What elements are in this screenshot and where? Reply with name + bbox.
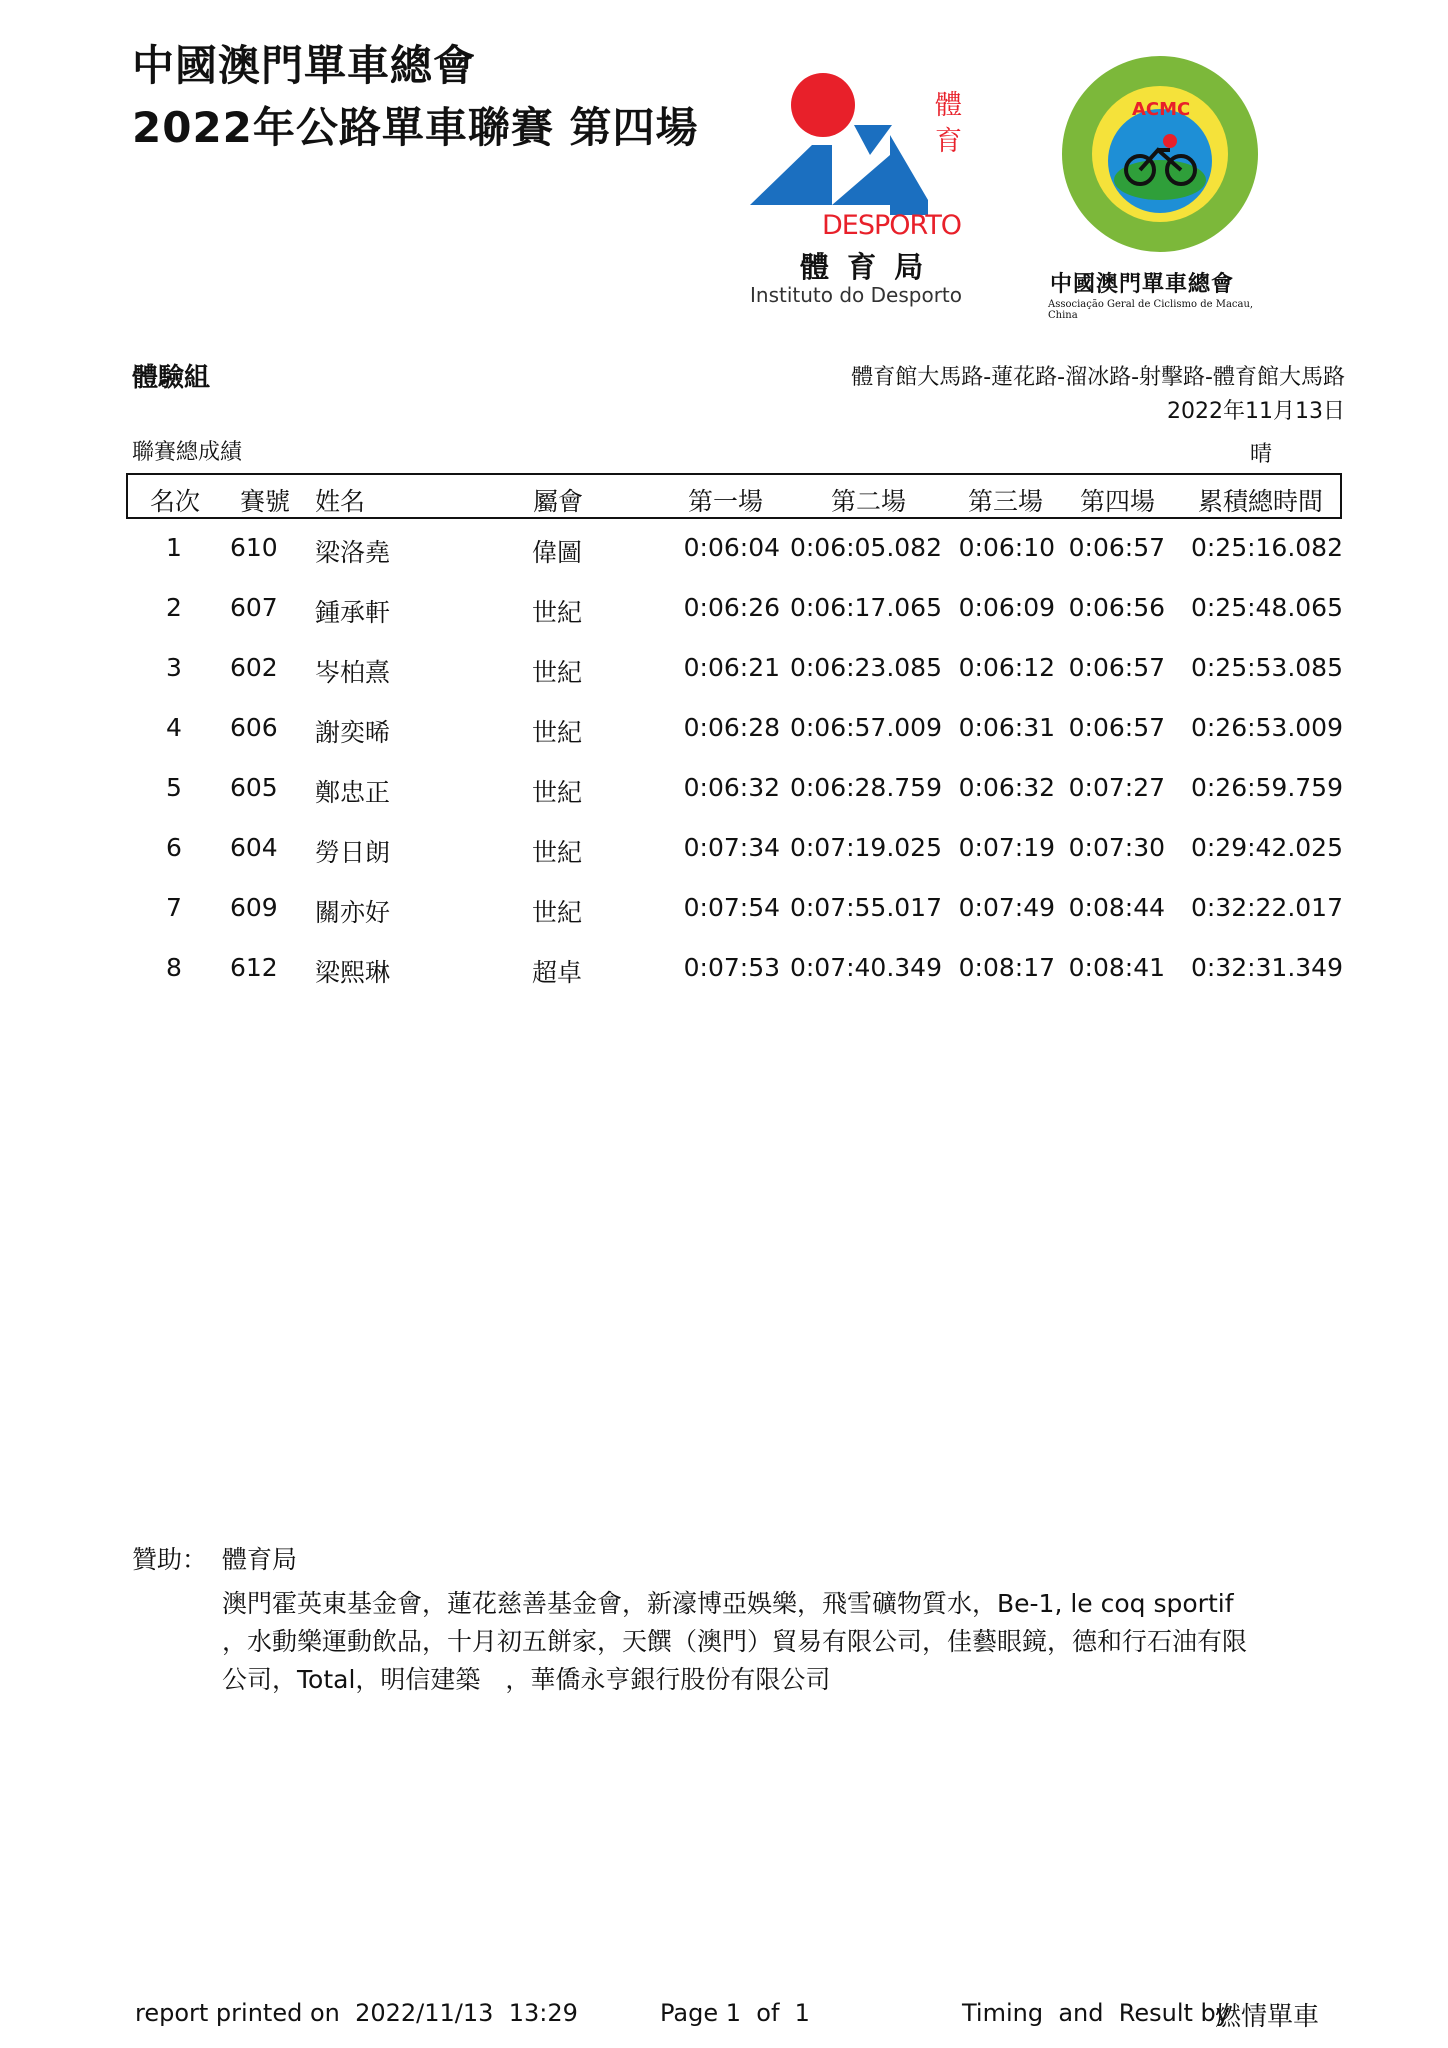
ipd-desporto: DESPORTO xyxy=(822,210,962,241)
sponsor-line-3: 公司，Total，明信建築 ，華僑永亨銀行股份有限公司 xyxy=(222,1665,831,1694)
cell-stage1: 0:06:28 xyxy=(683,713,780,742)
cell-club: 世紀 xyxy=(532,838,583,867)
sponsor-label: 贊助： xyxy=(132,1545,208,1574)
cell-bib: 607 xyxy=(230,593,278,622)
cell-total: 0:25:53.085 xyxy=(1190,653,1343,682)
cell-club: 世紀 xyxy=(532,658,583,687)
header-rank: 名次 xyxy=(150,487,201,516)
cell-rank: 3 xyxy=(166,653,182,682)
header-club: 屬會 xyxy=(533,487,584,516)
cell-name: 關亦好 xyxy=(315,898,391,927)
cell-stage1: 0:06:04 xyxy=(683,533,780,562)
timing-provider: 燃情單車 xyxy=(1215,2002,1320,2032)
cell-stage1: 0:06:21 xyxy=(683,653,780,682)
table-row xyxy=(0,713,1448,773)
sponsor-line-2: ，水動樂運動飲品，十月初五餅家，天饌（澳門）貿易有限公司，佳藝眼鏡，德和行石油有限 xyxy=(222,1627,1248,1656)
cell-stage1: 0:07:54 xyxy=(683,893,780,922)
cell-total: 0:26:53.009 xyxy=(1190,713,1343,742)
cell-name: 梁熙琳 xyxy=(315,958,391,987)
cell-rank: 6 xyxy=(166,833,182,862)
cell-stage3: 0:07:49 xyxy=(958,893,1055,922)
header-stage1: 第一場 xyxy=(688,487,764,516)
sponsor-main: 體育局 xyxy=(222,1545,298,1574)
cell-rank: 7 xyxy=(166,893,182,922)
table-row xyxy=(0,833,1448,893)
cell-total: 0:25:48.065 xyxy=(1190,593,1343,622)
ipd-char-2: 育 xyxy=(935,126,962,157)
event-date: 2022年11月13日 xyxy=(1167,399,1345,424)
results-subtitle: 聯賽總成績 xyxy=(132,440,243,465)
cell-stage4: 0:08:41 xyxy=(1068,953,1165,982)
table-row xyxy=(0,593,1448,653)
cell-stage1: 0:06:32 xyxy=(683,773,780,802)
cell-bib: 606 xyxy=(230,713,278,742)
header-total: 累積總時間 xyxy=(1198,487,1324,516)
cell-stage3: 0:06:12 xyxy=(958,653,1055,682)
cell-stage2: 0:06:23.085 xyxy=(789,653,942,682)
cell-rank: 2 xyxy=(166,593,182,622)
sun-shape xyxy=(791,73,855,137)
ipd-blue-top xyxy=(854,125,892,155)
cell-club: 世紀 xyxy=(532,718,583,747)
cell-stage3: 0:06:31 xyxy=(958,713,1055,742)
cell-stage4: 0:06:57 xyxy=(1068,533,1165,562)
cell-club: 世紀 xyxy=(532,598,583,627)
sponsor-line-1: 澳門霍英東基金會，蓮花慈善基金會，新濠博亞娛樂，飛雪礦物質水，Be-1, le coq sportif xyxy=(222,1589,1234,1618)
ipd-blue-left xyxy=(750,145,832,205)
cell-stage3: 0:08:17 xyxy=(958,953,1055,982)
cell-rank: 5 xyxy=(166,773,182,802)
cell-club: 超卓 xyxy=(532,958,583,987)
cell-stage4: 0:07:27 xyxy=(1068,773,1165,802)
acmc-emblem xyxy=(1040,55,1280,265)
title-line-1: 中國澳門單車總會 xyxy=(132,41,477,90)
header-stage3: 第三場 xyxy=(968,487,1044,516)
cell-rank: 8 xyxy=(166,953,182,982)
ipd-portuguese: Instituto do Desporto xyxy=(750,283,962,307)
cell-total: 0:25:16.082 xyxy=(1190,533,1343,562)
cell-bib: 604 xyxy=(230,833,278,862)
ipd-blue-right xyxy=(890,135,928,215)
acmc-chinese: 中國澳門單車總會 xyxy=(1050,271,1235,297)
cell-stage2: 0:06:05.082 xyxy=(789,533,942,562)
cell-stage4: 0:08:44 xyxy=(1068,893,1165,922)
timing-label: Timing and Result by xyxy=(962,1999,1230,2027)
title-line-2: 2022年公路單車聯賽 第四場 xyxy=(132,103,699,152)
header-bib: 賽號 xyxy=(240,487,291,516)
cell-club: 世紀 xyxy=(532,898,583,927)
cell-stage4: 0:06:56 xyxy=(1068,593,1165,622)
cell-rank: 4 xyxy=(166,713,182,742)
page-number: Page 1 of 1 xyxy=(660,1999,810,2027)
cell-bib: 605 xyxy=(230,773,278,802)
cell-name: 鄭忠正 xyxy=(315,778,391,807)
cell-bib: 612 xyxy=(230,953,278,982)
acmc-logo xyxy=(1040,55,1280,321)
cell-stage1: 0:07:34 xyxy=(683,833,780,862)
cell-stage2: 0:06:17.065 xyxy=(789,593,942,622)
cell-stage3: 0:06:32 xyxy=(958,773,1055,802)
cell-total: 0:26:59.759 xyxy=(1190,773,1343,802)
cell-bib: 602 xyxy=(230,653,278,682)
cell-stage2: 0:07:19.025 xyxy=(789,833,942,862)
cell-name: 鍾承軒 xyxy=(315,598,391,627)
cell-stage3: 0:07:19 xyxy=(958,833,1055,862)
header-stage2: 第二場 xyxy=(831,487,907,516)
cell-stage4: 0:06:57 xyxy=(1068,713,1165,742)
cell-name: 梁洛堯 xyxy=(315,538,391,567)
category-label: 體驗組 xyxy=(132,363,211,393)
cell-stage2: 0:07:40.349 xyxy=(789,953,942,982)
table-row xyxy=(0,653,1448,713)
cell-stage3: 0:06:10 xyxy=(958,533,1055,562)
cell-stage1: 0:06:26 xyxy=(683,593,780,622)
table-row xyxy=(0,953,1448,1013)
weather-text: 晴 xyxy=(1250,442,1273,467)
acmc-badge-text: ACMC xyxy=(1132,99,1191,120)
cell-club: 偉圖 xyxy=(532,538,583,567)
cell-club: 世紀 xyxy=(532,778,583,807)
cell-bib: 610 xyxy=(230,533,278,562)
cell-stage1: 0:07:53 xyxy=(683,953,780,982)
cell-total: 0:32:31.349 xyxy=(1190,953,1343,982)
ipd-blue-mid xyxy=(832,155,890,205)
cell-stage2: 0:06:57.009 xyxy=(789,713,942,742)
cell-rank: 1 xyxy=(166,533,182,562)
cell-name: 勞日朗 xyxy=(315,838,391,867)
cell-stage3: 0:06:09 xyxy=(958,593,1055,622)
ipd-logo xyxy=(750,55,990,315)
cell-name: 謝奕晞 xyxy=(315,718,391,747)
cell-stage2: 0:07:55.017 xyxy=(789,893,942,922)
route-text: 體育館大馬路-蓮花路-溜冰路-射擊路-體育館大馬路 xyxy=(851,365,1345,390)
table-row xyxy=(0,773,1448,833)
ipd-chinese: 體 育 局 xyxy=(800,250,928,284)
cell-stage4: 0:06:57 xyxy=(1068,653,1165,682)
cell-stage2: 0:06:28.759 xyxy=(789,773,942,802)
table-row xyxy=(0,893,1448,953)
table-row xyxy=(0,533,1448,593)
header-name: 姓名 xyxy=(315,487,366,516)
ipd-char-1: 體 xyxy=(935,90,962,121)
cell-bib: 609 xyxy=(230,893,278,922)
cell-total: 0:32:22.017 xyxy=(1190,893,1343,922)
printed-timestamp: report printed on 2022/11/13 13:29 xyxy=(135,1999,578,2027)
acmc-portuguese: Associação Geral de Ciclismo de Macau, China xyxy=(1048,299,1254,321)
cell-stage4: 0:07:30 xyxy=(1068,833,1165,862)
cell-total: 0:29:42.025 xyxy=(1190,833,1343,862)
cell-name: 岑柏熹 xyxy=(315,658,391,687)
header-stage4: 第四場 xyxy=(1080,487,1156,516)
